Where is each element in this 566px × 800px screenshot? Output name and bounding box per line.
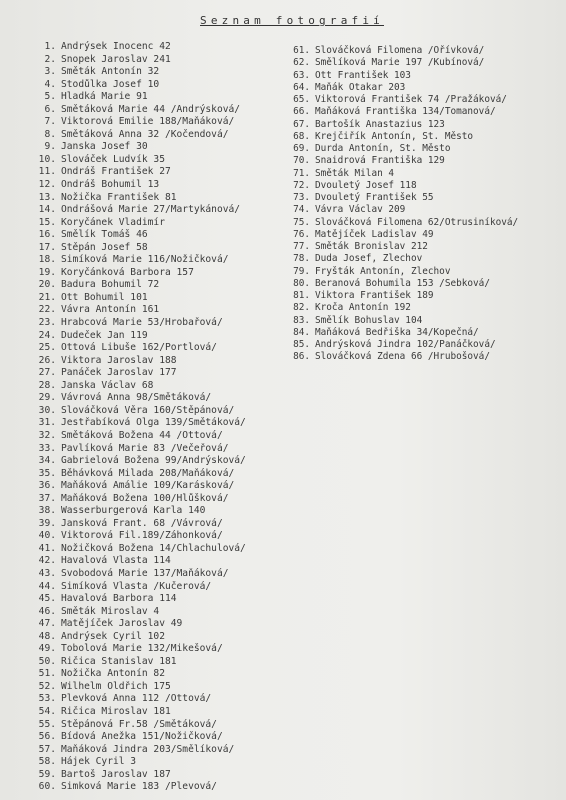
list-item <box>30 568 292 581</box>
list-item-number: 64. <box>293 81 310 93</box>
list-item-text: Andrýsková Jindra 102/Panáčková/ <box>315 339 496 350</box>
list-item-text: Bartoš Jaroslav 187 <box>61 768 171 780</box>
list-item-number: 62. <box>293 57 310 69</box>
list-item-number: 82. <box>293 302 310 314</box>
list-item <box>288 204 564 216</box>
list-item <box>30 631 292 644</box>
list-item <box>30 41 292 54</box>
list-item-text: Ričica Stanislav 181 <box>61 655 177 667</box>
list-item <box>288 229 564 241</box>
page-title: Seznam fotografií <box>200 14 384 27</box>
list-item-number: 67. <box>293 118 310 130</box>
list-item-text: Wasserburgerová Karla 140 <box>61 505 206 517</box>
list-item-text: Stodůlka Josef 10 <box>61 78 160 90</box>
list-item-number: 76. <box>293 228 310 240</box>
list-item-number: 44. <box>38 580 56 592</box>
list-item-number: 39. <box>38 517 56 529</box>
list-item <box>30 606 292 619</box>
list-item-text: Snopek Jaroslav 241 <box>61 53 171 65</box>
list-item-number: 23. <box>38 317 56 329</box>
list-item-number: 17. <box>38 241 56 253</box>
list-item-text: Smělíková Marie 197 /Kubínová/ <box>315 57 485 69</box>
list-item <box>288 302 564 314</box>
list-item-number: 86. <box>293 351 310 363</box>
list-item-text: Hladká Marie 91 <box>61 91 148 103</box>
list-item-text: Viktora Jaroslav 188 <box>61 354 177 366</box>
list-item <box>288 290 564 302</box>
list-item <box>30 267 292 280</box>
list-item <box>30 756 292 769</box>
list-item-number: 14. <box>38 204 56 216</box>
list-item-text: Šimíková Marie 116/Nožičková/ <box>61 254 229 266</box>
list-item <box>288 82 564 94</box>
list-item-number: 79. <box>293 265 310 277</box>
list-item-number: 10. <box>38 153 56 165</box>
photo-list-left-column <box>30 41 292 794</box>
list-item-text: Tobolová Marie 132/Mikešová/ <box>61 643 223 655</box>
list-item <box>30 54 292 67</box>
list-item <box>30 204 292 217</box>
list-item-text: Maňák Otakar 203 <box>315 81 406 93</box>
list-item-number: 9. <box>44 141 56 153</box>
list-item-text: Hájek Cyril 3 <box>61 756 137 768</box>
list-item <box>30 141 292 154</box>
list-item-text: Andrýsek Cyril 102 <box>61 630 165 642</box>
list-item-text: Směták Milan 4 <box>315 167 395 179</box>
list-item-number: 65. <box>293 94 310 105</box>
list-item-text: Viktorová Fil.189/Záhonková/ <box>61 530 223 542</box>
list-item-number: 70. <box>293 155 310 167</box>
list-item-text: Smětáková Marie 44 /Andrýsková/ <box>61 103 241 115</box>
list-item <box>288 351 564 363</box>
list-item <box>30 254 292 267</box>
list-item-number: 40. <box>38 530 56 542</box>
photo-list-right-column <box>288 45 564 364</box>
list-item-text: Ott Bohumil 101 <box>61 291 148 303</box>
list-item-text: Směták Miroslav 4 <box>61 605 160 617</box>
list-item-text: Nožičková Božena 14/Chlachulová/ <box>61 542 246 554</box>
list-item-number: 83. <box>293 314 310 326</box>
list-item-text: Ondráš Bohumil 13 <box>61 179 160 191</box>
list-item-number: 29. <box>38 392 56 404</box>
list-item <box>30 581 292 594</box>
list-item-number: 18. <box>38 254 56 266</box>
list-item-text: Matějíček Jaroslav 49 <box>61 618 183 630</box>
list-item <box>30 706 292 719</box>
list-item <box>288 70 564 82</box>
list-item-number: 4. <box>44 78 56 90</box>
list-item <box>30 443 292 456</box>
list-item-number: 12. <box>38 179 56 191</box>
list-item <box>288 180 564 192</box>
list-item-text: Viktorová František 74 /Pražáková/ <box>315 94 507 105</box>
list-item-text: Andrýsek Inocenc 42 <box>61 41 171 52</box>
list-item-number: 19. <box>38 266 56 278</box>
list-item-number: 34. <box>38 455 56 467</box>
list-item <box>30 555 292 568</box>
list-item <box>30 229 292 242</box>
list-item <box>30 493 292 506</box>
list-item <box>30 217 292 230</box>
list-item-text: Smělík Tomáš 46 <box>61 229 148 241</box>
list-item <box>30 656 292 669</box>
list-item-text: Dudeček Jan 119 <box>61 329 148 341</box>
list-item <box>30 530 292 543</box>
list-item-text: Svobodová Marie 137/Maňáková/ <box>61 567 229 579</box>
list-item <box>30 179 292 192</box>
list-item-text: Viktorová Emilie 188/Maňáková/ <box>61 116 235 128</box>
list-item-number: 33. <box>38 442 56 454</box>
list-item-number: 51. <box>38 668 56 680</box>
list-item-text: Ott František 103 <box>315 69 411 81</box>
list-item <box>30 292 292 305</box>
list-item-number: 22. <box>38 304 56 316</box>
list-item-number: 66. <box>293 106 310 118</box>
list-item-text: Janska Josef 30 <box>61 141 148 153</box>
list-item-text: Nožička František 81 <box>61 191 177 203</box>
list-item-text: Maňáková Božena 100/Hlůšková/ <box>61 492 229 504</box>
list-item <box>30 618 292 631</box>
list-item <box>30 330 292 343</box>
list-item-text: Dvouletý František 55 <box>315 192 434 203</box>
list-item <box>30 455 292 468</box>
list-item-text: Šnaidrová Františka 129 <box>315 155 445 167</box>
list-item-number: 63. <box>293 69 310 81</box>
list-item-text: Plevková Anna 112 /Ottová/ <box>61 693 212 705</box>
list-item-number: 38. <box>38 505 56 517</box>
list-item-number: 41. <box>38 542 56 554</box>
list-item-number: 77. <box>293 241 310 252</box>
list-item-text: Beranová Bohumila 153 /Šebková/ <box>315 277 490 289</box>
list-item-number: 21. <box>38 291 56 303</box>
list-item <box>288 266 564 278</box>
list-item-number: 69. <box>293 143 310 154</box>
list-item-text: Smětáková Božena 44 /Ottová/ <box>61 429 223 441</box>
list-item <box>30 681 292 694</box>
list-item-number: 43. <box>38 567 56 579</box>
list-item-number: 42. <box>38 555 56 567</box>
list-item <box>30 192 292 205</box>
list-item <box>30 593 292 606</box>
list-item-number: 78. <box>293 253 310 265</box>
list-item <box>30 367 292 380</box>
list-item-number: 58. <box>38 756 56 768</box>
list-item-text: Směták Antonín 32 <box>61 66 160 78</box>
list-item <box>30 279 292 292</box>
list-item <box>288 339 564 351</box>
list-item <box>30 317 292 330</box>
list-item-number: 57. <box>38 743 56 755</box>
list-item-number: 59. <box>38 768 56 780</box>
list-item <box>30 693 292 706</box>
list-item-text: Jestřabíková Olga 139/Smětáková/ <box>61 417 246 429</box>
list-item-text: Koryčánková Barbora 157 <box>61 266 194 278</box>
list-item <box>30 543 292 556</box>
list-item-number: 72. <box>293 179 310 191</box>
list-item-number: 37. <box>38 492 56 504</box>
list-item-number: 81. <box>293 290 310 301</box>
list-item <box>30 342 292 355</box>
list-item <box>30 154 292 167</box>
list-item <box>30 430 292 443</box>
list-item-number: 74. <box>293 204 310 216</box>
list-item <box>30 480 292 493</box>
list-item <box>288 94 564 106</box>
list-item-number: 46. <box>38 605 56 617</box>
list-item <box>30 781 292 794</box>
list-item-text: Dvouletý Josef 118 <box>315 179 417 191</box>
list-item-text: Maňáková Františka 134/Tomanová/ <box>315 106 496 118</box>
list-item-number: 52. <box>38 680 56 692</box>
list-item-number: 27. <box>38 367 56 379</box>
list-item-number: 2. <box>44 53 56 65</box>
list-item-text: Směták Bronislav 212 <box>315 241 428 252</box>
list-item-number: 26. <box>38 354 56 366</box>
list-item-text: Štěpánová Fr.58 /Smětáková/ <box>61 718 217 730</box>
list-item-text: Ondrášová Marie 27/Martykánová/ <box>61 204 241 216</box>
list-item-number: 49. <box>38 643 56 655</box>
list-item-number: 11. <box>38 166 56 178</box>
list-item-number: 71. <box>293 167 310 179</box>
list-item-text: Duda Josef, Zlechov <box>315 253 423 265</box>
list-item <box>30 719 292 732</box>
list-item-number: 30. <box>38 404 56 416</box>
list-item <box>288 253 564 265</box>
list-item-number: 60. <box>38 781 56 793</box>
list-item-text: Koryčánek Vladimír <box>61 216 165 228</box>
list-item-text: Kroča Antonín 192 <box>315 302 411 314</box>
list-item-number: 5. <box>44 91 56 103</box>
list-item-text: Maňáková Bedřiška 34/Kopečná/ <box>315 326 479 338</box>
list-item <box>30 104 292 117</box>
list-item <box>30 731 292 744</box>
list-item-text: Slováčková Filomena 62/Otrusiníková/ <box>315 216 519 228</box>
list-item-text: Vávra Antonín 161 <box>61 304 160 316</box>
list-item-number: 36. <box>38 480 56 492</box>
list-item-text: Havalová Vlasta 114 <box>61 555 171 567</box>
list-item-number: 25. <box>38 342 56 354</box>
list-item <box>30 116 292 129</box>
list-item-number: 45. <box>38 593 56 605</box>
list-item-text: Běhávková Milada 208/Maňáková/ <box>61 467 235 479</box>
list-item-text: Šimková Marie 183 /Plevová/ <box>61 781 217 793</box>
list-item-text: Maňáková Amálie 109/Karásková/ <box>61 480 235 492</box>
list-item-text: Viktora František 189 <box>315 290 434 301</box>
list-item <box>30 242 292 255</box>
list-item-number: 16. <box>38 229 56 241</box>
list-item-number: 68. <box>293 130 310 142</box>
list-item-number: 3. <box>44 66 56 78</box>
list-item <box>288 217 564 229</box>
list-item <box>288 119 564 131</box>
list-item-text: Jansková Frant. 68 /Vávrová/ <box>61 517 223 529</box>
list-item-number: 32. <box>38 429 56 441</box>
list-item-number: 13. <box>38 191 56 203</box>
list-item <box>30 668 292 681</box>
list-item-text: Wilhelm Oldřich 175 <box>61 680 171 692</box>
list-item-text: Durda Antonín, St. Město <box>315 143 451 154</box>
list-item <box>30 380 292 393</box>
list-item-number: 85. <box>293 339 310 350</box>
list-item <box>30 505 292 518</box>
list-item <box>30 468 292 481</box>
list-item-text: Šimíková Vlasta /Kučerová/ <box>61 580 212 592</box>
list-item-number: 53. <box>38 693 56 705</box>
list-item-number: 56. <box>38 731 56 743</box>
list-item-text: Gabrielová Božena 99/Andrýsková/ <box>61 455 246 467</box>
list-item-number: 8. <box>44 128 56 140</box>
list-item-text: Smětáková Anna 32 /Kočendová/ <box>61 128 229 140</box>
list-item <box>30 769 292 782</box>
list-item-text: Panáček Jaroslav 177 <box>61 367 177 379</box>
list-item-number: 84. <box>293 326 310 338</box>
list-item-text: Slováček Ludvík 35 <box>61 153 165 165</box>
list-item-text: Havalová Barbora 114 <box>61 593 177 605</box>
list-item <box>30 744 292 757</box>
list-item-text: Vávrová Anna 98/Smětáková/ <box>61 392 212 404</box>
list-item <box>288 327 564 339</box>
list-item <box>30 392 292 405</box>
list-item-text: Ričica Miroslav 181 <box>61 705 171 717</box>
list-item-number: 31. <box>38 417 56 429</box>
list-item-number: 1. <box>44 41 56 52</box>
list-item-text: Badura Bohumil 72 <box>61 279 160 291</box>
list-item-number: 20. <box>38 279 56 291</box>
list-item <box>30 405 292 418</box>
list-item <box>288 168 564 180</box>
list-item-text: Nožička Antonín 82 <box>61 668 165 680</box>
list-item-text: Pavlíková Marie 83 /Večeřová/ <box>61 442 229 454</box>
list-item-number: 7. <box>44 116 56 128</box>
list-item-number: 48. <box>38 630 56 642</box>
list-item <box>288 315 564 327</box>
list-item <box>288 192 564 204</box>
list-item-text: Maňáková Jindra 203/Smělíková/ <box>61 743 235 755</box>
list-item-text: Slováčková Zdena 66 /Hrubošová/ <box>315 351 490 363</box>
list-item <box>30 643 292 656</box>
list-item-number: 75. <box>293 216 310 228</box>
list-item <box>288 106 564 118</box>
list-item-number: 55. <box>38 718 56 730</box>
list-item <box>288 278 564 290</box>
list-item-number: 6. <box>44 103 56 115</box>
list-item <box>30 304 292 317</box>
list-item-text: Bartošík Anastazius 123 <box>315 118 445 130</box>
list-item-number: 54. <box>38 705 56 717</box>
list-item <box>288 57 564 69</box>
list-item <box>30 91 292 104</box>
list-item-text: Smělík Bohuslav 104 <box>315 314 423 326</box>
list-item <box>30 518 292 531</box>
list-item-number: 24. <box>38 329 56 341</box>
list-item-text: Matějíček Ladislav 49 <box>315 228 434 240</box>
list-item-text: Slováčková Filomena /Ořívková/ <box>315 45 485 56</box>
list-item-number: 61. <box>293 45 310 56</box>
list-item-text: Bídová Anežka 151/Nožičková/ <box>61 731 223 743</box>
list-item-number: 35. <box>38 467 56 479</box>
list-item-number: 80. <box>293 277 310 289</box>
list-item <box>288 131 564 143</box>
list-item <box>30 355 292 368</box>
list-item-text: Fryšták Antonín, Zlechov <box>315 265 451 277</box>
list-item-number: 73. <box>293 192 310 203</box>
list-item-number: 28. <box>38 379 56 391</box>
list-item-number: 15. <box>38 216 56 228</box>
list-item <box>288 155 564 167</box>
list-item <box>288 241 564 253</box>
list-item-number: 50. <box>38 655 56 667</box>
list-item-text: Janska Václav 68 <box>61 379 154 391</box>
list-item-text: Ottová Libuše 162/Portlová/ <box>61 342 217 354</box>
list-item <box>288 45 564 57</box>
list-item-text: Slováčková Věra 160/Štěpánová/ <box>61 404 235 416</box>
list-item <box>30 417 292 430</box>
list-item-text: Hrabcová Marie 53/Hrobařová/ <box>61 317 223 329</box>
list-item <box>30 79 292 92</box>
list-item-text: Krejčiřík Antonín, St. Město <box>315 130 474 142</box>
list-item-text: Štěpán Josef 58 <box>61 241 148 253</box>
list-item <box>30 66 292 79</box>
list-item <box>30 129 292 142</box>
list-item-text: Vávra Václav 209 <box>315 204 406 216</box>
list-item-number: 47. <box>38 618 56 630</box>
list-item <box>30 166 292 179</box>
list-item-text: Ondráš František 27 <box>61 166 171 178</box>
list-item <box>288 143 564 155</box>
